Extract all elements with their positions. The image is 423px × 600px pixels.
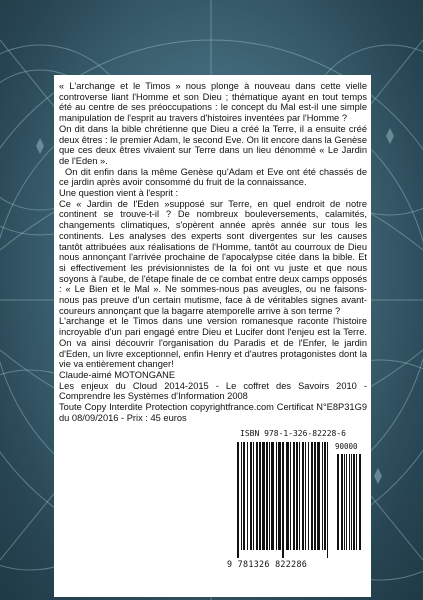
blurb-paragraph-2: On dit dans la bible chrétienne que Dieu a créé la Terre, il a ensuite créé deux êtres : le premier Adam, le second Eve. On lit encore dans la Genèse que ces deux êtres vivaient sur Terre dans un lieu dénommé « Le Jardin de l'Eden ». — [59, 123, 367, 166]
barcode-digits: 9 781326 822286 — [227, 559, 308, 569]
barcode-addon-code: 90000 — [335, 442, 358, 451]
isbn-barcode-block — [223, 425, 369, 571]
isbn-label: ISBN 978-1-326-82228-6 — [240, 429, 346, 438]
blurb-paragraph-5: Ce « Jardin de l'Eden »supposé sur Terre, en quel endroit de notre continent se trouve-t-il ? De nombreux bouleversements, calamités, changements climatiques, s'opèrent année après année sur tous les continents. Les analyses des experts sont divergentes sur les causes tantôt attribuées aux réalisations de l'Homme, tantôt au courroux de Dieu nous annonçant l'arrivée prochaine de l'apocalypse citée dans la bible. Et si effectivement les prévisionnistes de la foi ont vu juste et que nous soyons à l'aube, de l'étape finale de ce combat entre deux camps opposés : « Le Bien et le Mal ». Ne sommes-nous pas aveugles, ou ne faisons-nous pas preuve d'un certain mutisme, face à de véritables signes avant-coureurs annonçant que la bagarre atemporelle arrive à son terme ? — [59, 198, 367, 316]
other-works: Les enjeux du Cloud 2014-2015 - Le coffret des Savoirs 2010 - Comprendre les Systèmes d'Information 2008 — [59, 380, 367, 402]
book-meta — [59, 370, 367, 424]
blurb-paragraph-1: « L'archange et le Timos » nous plonge à nouveau dans cette vielle controverse liant l'Homme et son Dieu ; thématique ayant en tout temps été au centre de ses préoccupations : le concept du Mal est-il une simple manipulation de l'esprit au travers d'histoires inventées par l'Homme ? — [59, 81, 367, 124]
author-name: Claude-aimé MOTONGANE — [59, 369, 176, 380]
copyright-notice: Toute Copy Interdite Protection copyrightfrance.com Certificat N°E8P31G9 du 08/09/2016 - Prix : 45 euros — [59, 402, 367, 423]
blurb-question-intro: Une question vient à l'esprit : — [59, 188, 179, 199]
blurb-paragraph-3: On dit enfin dans la même Genèse qu'Adam et Eve ont été chassés de ce jardin après avoir consommé du fruit de la connaissance. — [59, 166, 367, 188]
blurb-paragraph-6: L'archange et le Timos dans une version romanesque raconte l'histoire incroyable d'un pari engagé entre Dieu et Lucifer dont l'enjeu est la Terre. On va ainsi découvrir l'organisation du Paradis et de l'Enfer, le jardin d'Eden, un livre exceptionnel, enfin Henry et d'autres protagonistes dont la vie va entièrement changer! — [59, 316, 367, 370]
barcode-icon — [233, 442, 365, 558]
blurb — [59, 81, 367, 424]
